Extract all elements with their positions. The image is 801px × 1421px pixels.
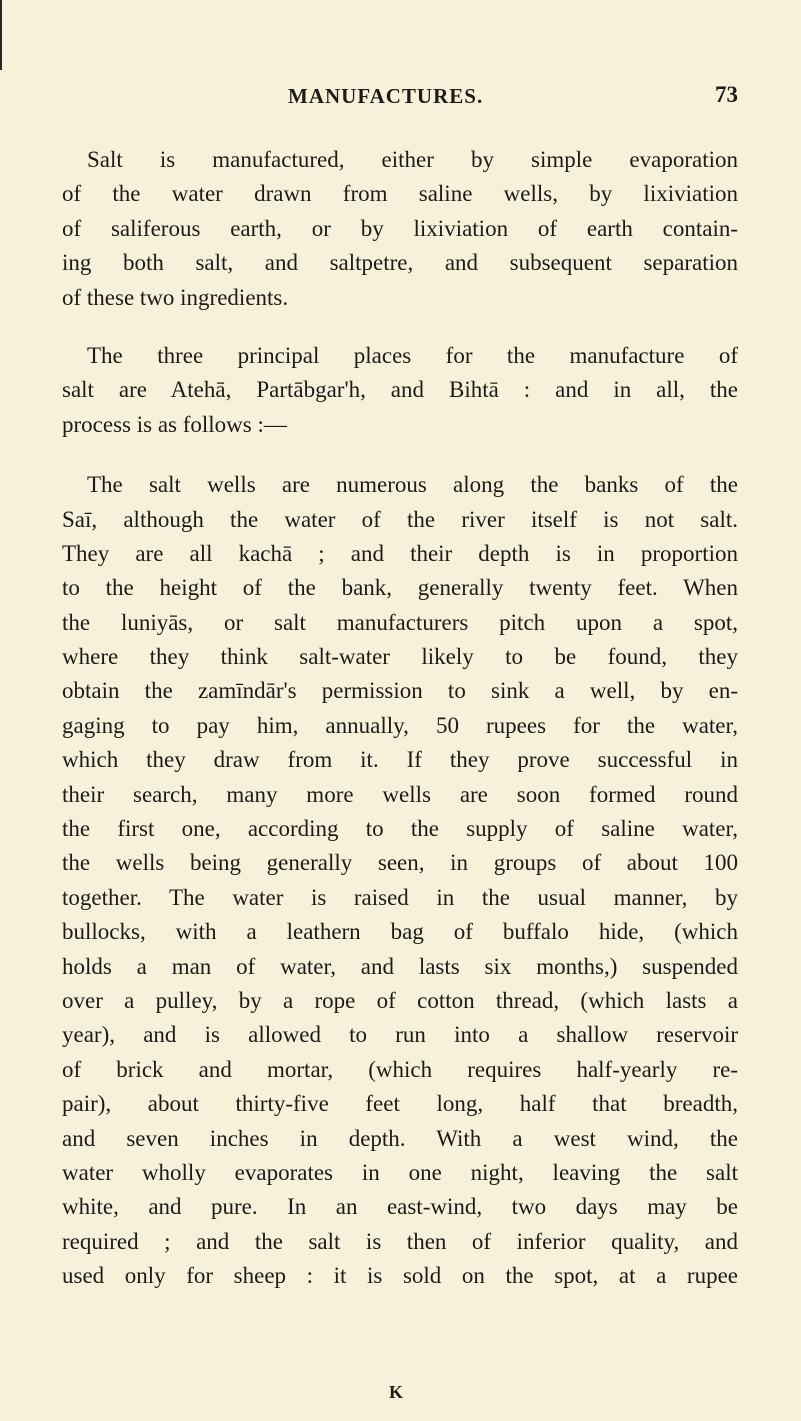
text-line: of saliferous earth, or by lixiviation of earth contain- — [62, 215, 738, 241]
text-line: of brick and mortar, (which requires half-yearly re- — [62, 1056, 738, 1082]
text-line: where they think salt-water likely to be found, they — [62, 644, 738, 670]
text-line: used only for sheep : it is sold on the spot, at a rupee — [62, 1263, 738, 1289]
text-line: water wholly evaporates in one night, leaving the salt — [62, 1159, 738, 1185]
text-line: over a pulley, by a rope of cotton thread, (which lasts a — [62, 987, 738, 1013]
paragraph — [62, 143, 738, 315]
text-line: the wells being generally seen, in groups of about 100 — [62, 850, 738, 876]
running-head — [62, 84, 738, 118]
text-line: gaging to pay him, annually, 50 rupees for the water, — [62, 712, 738, 738]
text-line: the luniyās, or salt manufacturers pitch upon a spot, — [62, 609, 738, 635]
paragraph — [62, 339, 738, 442]
text-line: Salt is manufactured, either by simple evaporation — [87, 147, 738, 172]
text-line: required ; and the salt is then of inferior quality, and — [62, 1228, 738, 1254]
text-line: white, and pure. In an east-wind, two days may be — [62, 1194, 738, 1220]
paragraph — [62, 468, 738, 1293]
text-line: They are all kachā ; and their depth is in proportion — [62, 540, 738, 566]
text-line: year), and is allowed to run into a shallow reservoir — [62, 1022, 738, 1048]
text-line: salt are Atehā, Partābgar'h, and Bihtā : and in all, the — [62, 377, 738, 403]
text-line: the first one, according to the supply of saline water, — [62, 816, 738, 842]
text-line: together. The water is raised in the usual manner, by — [62, 884, 738, 910]
text-line: The three principal places for the manufacture of — [87, 342, 738, 368]
text-line: their search, many more wells are soon formed round — [62, 781, 738, 807]
text-line: holds a man of water, and lasts six months,) suspended — [62, 953, 738, 979]
text-line: obtain the zamīndār's permission to sink a well, by en- — [62, 678, 738, 704]
text-line: to the height of the bank, generally twenty feet. When — [62, 575, 738, 601]
page-edge — [0, 0, 2, 70]
text-line: process is as follows :— — [62, 411, 287, 437]
text-line: ing both salt, and saltpetre, and subsequent separation — [62, 250, 738, 276]
text-line: which they draw from it. If they prove successful in — [62, 747, 738, 773]
text-line: The salt wells are numerous along the banks of the — [87, 472, 738, 498]
page-number: 73 — [715, 82, 738, 107]
text-line: Saī, although the water of the river itself is not salt. — [62, 506, 738, 532]
text-line: and seven inches in depth. With a west wind, the — [62, 1125, 738, 1151]
body-text — [62, 143, 738, 1294]
text-line: bullocks, with a leathern bag of buffalo hide, (which — [62, 919, 738, 945]
running-title: MANUFACTURES. — [288, 84, 484, 108]
text-line: pair), about thirty-five feet long, half that breadth, — [62, 1091, 738, 1117]
text-line: of the water drawn from saline wells, by lixiviation — [62, 181, 738, 207]
signature-mark: K — [389, 1382, 404, 1402]
text-line: of these two ingredients. — [62, 284, 289, 310]
